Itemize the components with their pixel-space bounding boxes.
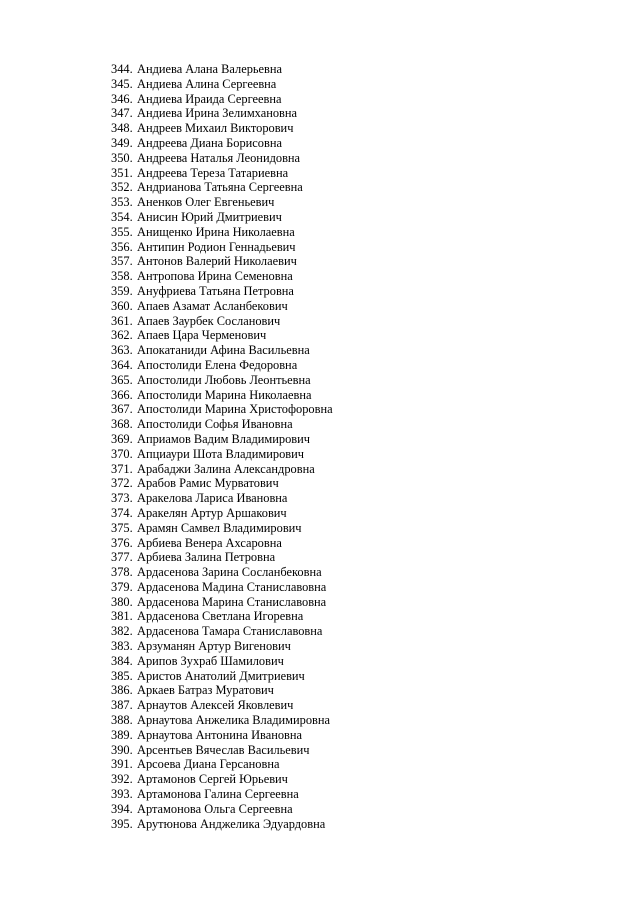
list-item-name: Апостолиди Софья Ивановна [137, 417, 293, 432]
list-item-number: 391. [111, 757, 133, 772]
list-item-number: 350. [111, 150, 133, 165]
list-item-name: Арабов Рамис Мурватович [137, 476, 279, 491]
list-item-name: Арбиева Венера Ахсаровна [137, 535, 282, 550]
list-item-name: Андиева Алина Сергеевна [137, 76, 277, 91]
list-item [111, 580, 333, 595]
list-item-number: 352. [111, 180, 133, 195]
list-item-number: 381. [111, 609, 133, 624]
list-item-number: 380. [111, 594, 133, 609]
list-item-name: Ардасенова Светлана Игоревна [137, 609, 304, 624]
list-item [111, 62, 333, 77]
list-item-name: Апостолиди Любовь Леонтьевна [137, 372, 311, 387]
list-item [111, 787, 333, 802]
list-item-number: 354. [111, 209, 133, 224]
list-item-name: Ардасенова Мадина Станиславовна [137, 579, 327, 594]
list-item [111, 609, 333, 624]
list-item [111, 757, 333, 772]
list-item [111, 476, 333, 491]
list-item-number: 394. [111, 801, 133, 816]
list-item [111, 639, 333, 654]
list-item-name: Ардасенова Марина Станиславовна [137, 594, 327, 609]
list-item-name: Андреева Тереза Татариевна [137, 165, 289, 180]
list-item [111, 698, 333, 713]
list-item [111, 506, 333, 521]
list-item-number: 361. [111, 313, 133, 328]
list-item-number: 369. [111, 431, 133, 446]
list-item [111, 417, 333, 432]
list-item-number: 347. [111, 106, 133, 121]
list-item-name: Арутюнова Анджелика Эдуардовна [137, 816, 326, 831]
list-item-number: 386. [111, 683, 133, 698]
list-item [111, 388, 333, 403]
list-item-name: Ардасенова Тамара Станиславовна [137, 624, 323, 639]
list-item-name: Арсентьев Вячеслав Васильевич [137, 742, 310, 757]
list-item [111, 328, 333, 343]
list-item-number: 387. [111, 698, 133, 713]
list-item-number: 385. [111, 668, 133, 683]
list-item [111, 240, 333, 255]
list-item-name: Андиева Ираида Сергеевна [137, 91, 282, 106]
list-item-number: 390. [111, 742, 133, 757]
list-item-name: Андреева Диана Борисовна [137, 135, 282, 150]
list-item-number: 392. [111, 772, 133, 787]
list-item-number: 384. [111, 653, 133, 668]
list-item-number: 367. [111, 402, 133, 417]
list-item [111, 358, 333, 373]
list-item-number: 362. [111, 328, 133, 343]
list-item-number: 389. [111, 727, 133, 742]
list-item-name: Арнаутов Алексей Яковлевич [137, 698, 294, 713]
list-item-name: Апостолиди Елена Федоровна [137, 357, 298, 372]
list-item-name: Андиева Ирина Зелимхановна [137, 106, 298, 121]
list-item-number: 376. [111, 535, 133, 550]
list-item [111, 624, 333, 639]
list-item [111, 92, 333, 107]
list-item [111, 595, 333, 610]
list-item-name: Анищенко Ирина Николаевна [137, 224, 295, 239]
list-item-name: Ардасенова Зарина Сосланбековна [137, 565, 322, 580]
list-item-name: Апостолиди Марина Христофоровна [137, 402, 333, 417]
list-item [111, 565, 333, 580]
list-item [111, 669, 333, 684]
list-item-number: 353. [111, 195, 133, 210]
list-item-number: 360. [111, 298, 133, 313]
list-item-number: 348. [111, 121, 133, 136]
list-item-number: 393. [111, 787, 133, 802]
list-item [111, 728, 333, 743]
list-item [111, 521, 333, 536]
list-item-name: Аракелова Лариса Ивановна [137, 491, 288, 506]
list-item-number: 374. [111, 505, 133, 520]
list-item [111, 314, 333, 329]
list-item [111, 284, 333, 299]
list-item-number: 395. [111, 816, 133, 831]
list-item-name: Арзуманян Артур Вигенович [137, 639, 291, 654]
list-item [111, 269, 333, 284]
list-item-number: 356. [111, 239, 133, 254]
list-item-name: Апциаури Шота Владимирович [137, 446, 304, 461]
list-item-number: 377. [111, 550, 133, 565]
list-item-name: Андиева Алана Валерьевна [137, 62, 283, 76]
list-item-name: Апостолиди Марина Николаевна [137, 387, 312, 402]
list-item-name: Арабаджи Залина Александровна [137, 461, 315, 476]
list-item-name: Апаев Цара Черменович [137, 328, 267, 343]
list-item-name: Аненков Олег Евгеньевич [137, 195, 275, 210]
list-item-number: 368. [111, 417, 133, 432]
list-item-name: Андреев Михаил Викторович [137, 121, 294, 136]
list-item-number: 349. [111, 135, 133, 150]
list-item [111, 121, 333, 136]
list-item-number: 373. [111, 491, 133, 506]
list-item [111, 254, 333, 269]
list-item-name: Ануфриева Татьяна Петровна [137, 283, 294, 298]
list-item-name: Артамонова Ольга Сергеевна [137, 801, 293, 816]
list-item-name: Апаев Заурбек Сосланович [137, 313, 281, 328]
list-item [111, 225, 333, 240]
list-item-number: 346. [111, 91, 133, 106]
list-item-name: Арбиева Залина Петровна [137, 550, 276, 565]
list-item-number: 366. [111, 387, 133, 402]
list-item-name: Антонов Валерий Николаевич [137, 254, 297, 269]
list-item [111, 106, 333, 121]
list-item [111, 713, 333, 728]
list-item-name: Антропова Ирина Семеновна [137, 269, 293, 284]
list-item-name: Андрианова Татьяна Сергеевна [137, 180, 303, 195]
list-item [111, 373, 333, 388]
list-item-number: 383. [111, 639, 133, 654]
list-item [111, 432, 333, 447]
list-item [111, 195, 333, 210]
list-item-number: 365. [111, 372, 133, 387]
list-item-number: 370. [111, 446, 133, 461]
list-item-name: Анисин Юрий Дмитриевич [137, 209, 282, 224]
list-item-name: Апокатаниди Афина Васильевна [137, 343, 310, 358]
list-item [111, 802, 333, 817]
list-item-name: Арсоева Диана Герсановна [137, 757, 280, 772]
list-item-number: 375. [111, 520, 133, 535]
list-item-number: 345. [111, 76, 133, 91]
list-item [111, 136, 333, 151]
list-item-name: Априамов Вадим Владимирович [137, 431, 310, 446]
list-item [111, 343, 333, 358]
list-item-number: 371. [111, 461, 133, 476]
list-item-name: Арнаутова Анжелика Владимировна [137, 713, 331, 728]
list-item-number: 364. [111, 357, 133, 372]
list-item-number: 379. [111, 579, 133, 594]
list-item [111, 166, 333, 181]
list-item [111, 462, 333, 477]
list-item [111, 299, 333, 314]
list-item-number: 358. [111, 269, 133, 284]
list-item-name: Арамян Самвел Владимирович [137, 520, 302, 535]
list-item-name: Арнаутова Антонина Ивановна [137, 727, 303, 742]
list-item [111, 151, 333, 166]
list-item [111, 536, 333, 551]
list-item-name: Артамонов Сергей Юрьевич [137, 772, 288, 787]
list-item-number: 382. [111, 624, 133, 639]
list-item-number: 372. [111, 476, 133, 491]
list-item [111, 683, 333, 698]
list-item [111, 402, 333, 417]
list-item [111, 77, 333, 92]
list-item-name: Антипин Родион Геннадьевич [137, 239, 296, 254]
list-item [111, 180, 333, 195]
list-item-number: 355. [111, 224, 133, 239]
list-item-name: Аракелян Артур Аршакович [137, 505, 287, 520]
list-item-number: 388. [111, 713, 133, 728]
list-item-name: Апаев Азамат Асланбекович [137, 298, 288, 313]
list-item [111, 654, 333, 669]
list-item-name: Аркаев Батраз Муратович [137, 683, 274, 698]
list-item [111, 491, 333, 506]
list-item [111, 772, 333, 787]
list-item [111, 210, 333, 225]
list-item [111, 817, 333, 832]
list-item-number: 344. [111, 62, 133, 76]
list-item-name: Аристов Анатолий Дмитриевич [137, 668, 305, 683]
list-item-name: Андреева Наталья Леонидовна [137, 150, 301, 165]
list-item-name: Арипов Зухраб Шамилович [137, 653, 284, 668]
list-item [111, 743, 333, 758]
list-item [111, 550, 333, 565]
list-item-number: 357. [111, 254, 133, 269]
list-item [111, 447, 333, 462]
list-item-number: 363. [111, 343, 133, 358]
list-item-number: 378. [111, 565, 133, 580]
name-list [111, 62, 333, 831]
list-item-name: Артамонова Галина Сергеевна [137, 787, 299, 802]
list-item-number: 359. [111, 283, 133, 298]
list-item-number: 351. [111, 165, 133, 180]
